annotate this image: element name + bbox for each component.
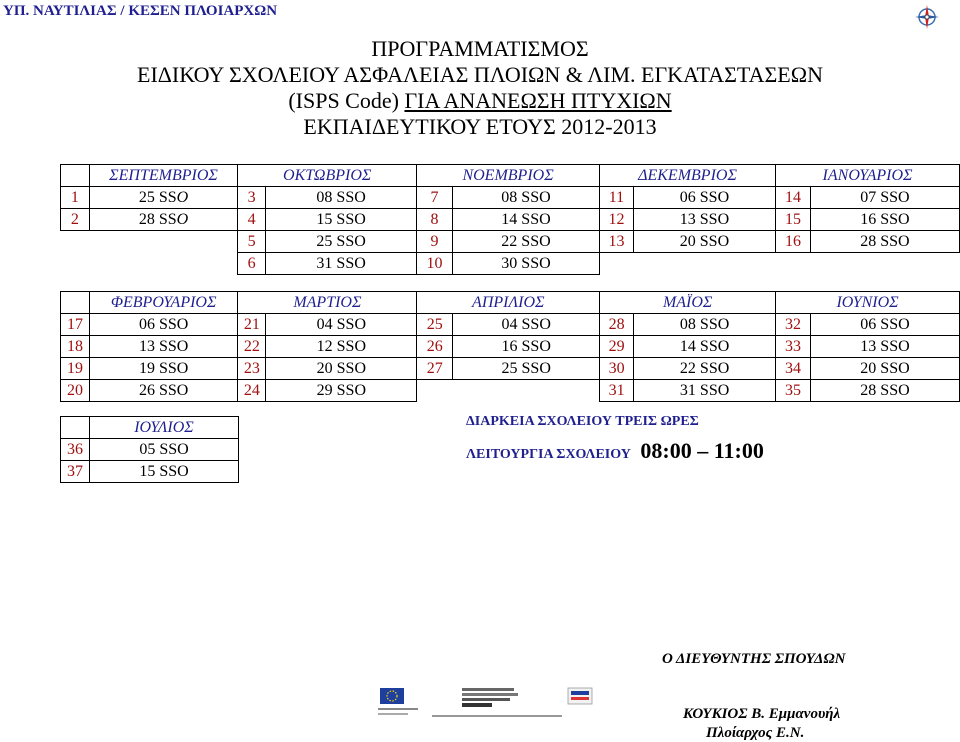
session-code: SSO: [521, 359, 551, 377]
session-date: [634, 314, 776, 336]
session-date: [453, 314, 600, 336]
session-code: SSO: [336, 381, 367, 399]
session-day: 08: [501, 188, 518, 206]
month-header: [238, 292, 417, 314]
session-number: [61, 187, 90, 209]
month-name: ΦΕΒΡΟΥΑΡΙΟΣ: [110, 293, 217, 311]
session-number: [600, 209, 634, 231]
session-day: 04: [316, 315, 333, 333]
session-number: [417, 358, 453, 380]
session-number: [238, 314, 266, 336]
session-number: [600, 336, 634, 358]
session-number: [238, 253, 266, 275]
month-name: ΙΑΝΟΥΑΡΙΟΣ: [822, 166, 913, 184]
school-hours-value: 08:00 – 11:00: [640, 438, 764, 463]
session-number-text: 30: [608, 359, 625, 377]
session-number: [238, 209, 266, 231]
director-title: Ο ΔΙΕΥΘΥΝΤΗΣ ΣΠΟΥΔΩΝ: [662, 651, 846, 667]
month-name: ΟΚΤΩΒΡΙΟΣ: [283, 166, 372, 184]
table-row: [61, 209, 960, 231]
session-day: 25: [138, 188, 155, 206]
session-day: 25: [316, 232, 333, 250]
session-number-text: 19: [66, 359, 83, 377]
session-date: [266, 253, 417, 275]
empty-cell: [810, 253, 959, 275]
session-date: [90, 461, 239, 483]
empty-cell: [600, 253, 634, 275]
session-number: [776, 187, 811, 209]
session-day: 30: [501, 254, 518, 272]
session-number: [600, 380, 634, 402]
session-day: 22: [501, 232, 518, 250]
session-day: 16: [501, 337, 518, 355]
session-day: 13: [860, 337, 877, 355]
session-number-text: 1: [70, 188, 79, 206]
session-number-text: 29: [608, 337, 625, 355]
session-day: 20: [860, 359, 877, 377]
title-line-4: ΕΚΠΑΙΔΕΥΤΙΚΟΥ ΕΤΟΥΣ 2012-2013: [303, 114, 657, 139]
session-day: 28: [860, 232, 877, 250]
session-day: 31: [316, 254, 333, 272]
session-day: 13: [679, 210, 696, 228]
session-date: [633, 231, 775, 253]
session-code: SSO: [336, 232, 366, 250]
session-number: [61, 314, 90, 336]
session-number-text: 27: [426, 359, 443, 377]
session-code: SSO: [158, 359, 189, 377]
table-row: [61, 336, 960, 358]
session-number: [417, 314, 453, 336]
table-row: [61, 380, 960, 402]
session-date: [266, 336, 417, 358]
session-date: [266, 209, 417, 231]
session-number-text: 37: [67, 462, 83, 480]
session-day: 28: [138, 210, 155, 228]
session-code: SSO: [699, 381, 730, 399]
session-number: [238, 358, 266, 380]
session-number: [776, 231, 811, 253]
month-header: [90, 417, 239, 439]
session-number-text: 34: [785, 359, 802, 377]
director-name: ΚΟΥΚΙΟΣ Β. Εμμανουήλ: [683, 706, 841, 722]
session-code: SSO: [880, 315, 910, 333]
session-number-text: 26: [426, 337, 443, 355]
session-number: [61, 439, 90, 461]
session-code: SSO: [699, 232, 730, 250]
session-day: 06: [860, 315, 877, 333]
session-date: [810, 358, 959, 380]
session-number-text: 20: [66, 381, 83, 399]
session-day: 06: [679, 188, 696, 206]
session-number-text: 6: [247, 254, 256, 272]
session-number-text: 9: [430, 232, 439, 250]
session-day: 15: [139, 462, 156, 480]
session-day: 14: [501, 210, 518, 228]
session-code: SSO: [699, 315, 730, 333]
session-number-text: 15: [784, 210, 801, 228]
session-number-text: 14: [784, 188, 801, 206]
session-code: SSO: [521, 232, 551, 250]
session-code: SSO: [699, 337, 730, 355]
session-code: SSO: [521, 337, 551, 355]
session-number-text: 8: [430, 210, 439, 228]
empty-cell: [61, 253, 90, 275]
session-date: [89, 336, 238, 358]
session-number: [776, 314, 811, 336]
session-day: 31: [679, 381, 696, 399]
session-date: [89, 187, 238, 209]
session-number-text: 22: [243, 337, 260, 355]
session-code: SSO: [521, 315, 551, 333]
funding-logos-icon: [378, 686, 594, 720]
session-code: SSO: [336, 359, 367, 377]
session-code: SSO: [336, 188, 366, 206]
month-header: [776, 292, 960, 314]
session-day: 13: [138, 337, 155, 355]
session-day: 14: [679, 337, 696, 355]
session-number: [61, 461, 90, 483]
session-code: SSO: [880, 359, 910, 377]
session-day: 07: [860, 188, 877, 206]
session-day: 26: [138, 381, 155, 399]
empty-cell: [453, 380, 600, 402]
session-day: 25: [501, 359, 518, 377]
session-number: [61, 380, 90, 402]
session-number: [417, 253, 453, 275]
session-date: [90, 439, 239, 461]
session-code: SSO: [158, 315, 189, 333]
session-day: 15: [316, 210, 333, 228]
session-code: SSO: [521, 188, 551, 206]
session-date: [810, 209, 959, 231]
month-header: [417, 292, 600, 314]
school-hours-label: ΛΕΙΤΟΥΡΓΙΑ ΣΧΟΛΕΙΟΥ: [466, 447, 631, 462]
session-date: [89, 209, 238, 231]
empty-cell: [61, 231, 90, 253]
school-duration: ΔΙΑΡΚΕΙΑ ΣΧΟΛΕΙΟΥ ΤΡΕΙΣ ΩΡΕΣ: [466, 414, 699, 429]
empty-cell: [776, 253, 811, 275]
session-date: [89, 358, 238, 380]
month-header: [89, 292, 238, 314]
session-day: 20: [316, 359, 333, 377]
session-day: 20: [679, 232, 696, 250]
session-number: [61, 336, 90, 358]
session-number-text: 4: [247, 210, 256, 228]
session-number: [600, 187, 634, 209]
session-number-text: 12: [608, 210, 625, 228]
session-number-text: 35: [785, 381, 802, 399]
title-line-3: [0, 88, 960, 114]
session-number-text: 32: [785, 315, 802, 333]
session-code: SSO: [699, 188, 730, 206]
session-number: [600, 314, 634, 336]
session-number: [238, 187, 266, 209]
session-date: [810, 314, 959, 336]
session-date: [633, 187, 775, 209]
month-name: ΣΕΠΤΕΜΒΡΙΟΣ: [109, 166, 218, 184]
empty-cell: [633, 253, 775, 275]
session-number-text: 28: [608, 315, 625, 333]
table-row: [61, 314, 960, 336]
compass-logo-icon: [906, 2, 948, 32]
session-number-text: 5: [247, 232, 256, 250]
session-code: SSO: [699, 359, 730, 377]
header-org: ΥΠ. ΝΑΥΤΙΛΙΑΣ / ΚΕΣΕΝ ΠΛΟΙΑΡΧΩΝ: [3, 3, 278, 19]
session-number-text: 16: [784, 232, 801, 250]
session-number-text: 25: [426, 315, 443, 333]
session-number-text: 17: [66, 315, 83, 333]
session-number-text: 10: [426, 254, 443, 272]
month-name: ΔΕΚΕΜΒΡΙΟΣ: [638, 166, 737, 184]
session-date: [266, 380, 417, 402]
session-date: [810, 336, 959, 358]
session-number: [238, 336, 266, 358]
schedule-table-1: [60, 164, 960, 275]
session-code: SSO: [880, 188, 910, 206]
session-date: [634, 358, 776, 380]
month-header-row: [61, 417, 239, 439]
session-date: [453, 336, 600, 358]
session-number: [776, 209, 811, 231]
session-code: SSO: [336, 337, 367, 355]
table-row: [61, 231, 960, 253]
session-number: [600, 358, 634, 380]
session-code: SSO: [159, 462, 189, 480]
session-day: 29: [316, 381, 333, 399]
session-number-text: 3: [247, 188, 256, 206]
school-hours: [466, 438, 764, 464]
session-code: SSO: [880, 232, 910, 250]
session-date: [452, 187, 599, 209]
table-row: [61, 187, 960, 209]
session-date: [452, 253, 599, 275]
session-code: SSO: [336, 210, 366, 228]
corner-cell: [61, 165, 90, 187]
session-date: [453, 358, 600, 380]
session-day: 04: [501, 315, 518, 333]
session-date: [89, 380, 238, 402]
schedule-table-3: [60, 416, 239, 483]
session-day: 05: [139, 440, 156, 458]
month-header: [600, 292, 776, 314]
session-number: [238, 231, 266, 253]
month-name: ΜΑΡΤΙΟΣ: [293, 293, 362, 311]
table-row: [61, 358, 960, 380]
session-date: [633, 209, 775, 231]
session-number-text: 11: [608, 188, 625, 206]
session-number-text: 13: [608, 232, 625, 250]
session-day: 22: [679, 359, 696, 377]
session-number: [417, 231, 453, 253]
empty-cell: [89, 253, 238, 275]
title-line-1: ΠΡΟΓΡΑΜΜΑΤΙΣΜΟΣ: [371, 36, 589, 61]
empty-cell: [417, 380, 453, 402]
month-header-row: [61, 292, 960, 314]
month-header: [417, 165, 600, 187]
session-day: 16: [860, 210, 877, 228]
session-number-text: 33: [785, 337, 802, 355]
session-date: [266, 187, 417, 209]
title-isps: (ISPS Code): [288, 88, 399, 113]
session-number-text: 31: [608, 381, 625, 399]
session-code: SSO: [880, 337, 910, 355]
session-number: [417, 187, 453, 209]
session-number: [417, 209, 453, 231]
session-date: [634, 336, 776, 358]
empty-cell: [89, 231, 238, 253]
month-name: ΙΟΥΛΙΟΣ: [134, 418, 194, 436]
session-date: [634, 380, 776, 402]
session-code: SS: [158, 188, 177, 206]
session-number-text: 18: [66, 337, 83, 355]
session-code-suffix: O: [176, 188, 189, 206]
schedule-table-2: [60, 291, 960, 402]
session-day: 19: [138, 359, 155, 377]
session-code: SSO: [699, 210, 730, 228]
session-day: 28: [860, 381, 877, 399]
session-number: [776, 380, 811, 402]
session-date: [810, 187, 959, 209]
session-number: [238, 380, 266, 402]
title-renewal: ΓΙΑ ΑΝΑΝΕΩΣΗ ΠΤΥΧΙΩΝ: [404, 88, 672, 113]
session-code: SSO: [521, 254, 551, 272]
corner-cell: [61, 417, 90, 439]
month-name: ΑΠΡΙΛΙΟΣ: [472, 293, 545, 311]
session-day: 08: [316, 188, 333, 206]
session-date: [266, 231, 417, 253]
session-number-text: 24: [243, 381, 260, 399]
session-number-text: 36: [67, 440, 83, 458]
session-code: SSO: [521, 210, 551, 228]
session-code: SSO: [880, 210, 910, 228]
month-header: [89, 165, 238, 187]
session-date: [810, 231, 959, 253]
session-number: [61, 358, 90, 380]
month-header-row: [61, 165, 960, 187]
session-code: SSO: [336, 254, 366, 272]
session-code: SSO: [159, 440, 189, 458]
month-name: ΙΟΥΝΙΟΣ: [836, 293, 899, 311]
session-day: 08: [679, 315, 696, 333]
session-number: [61, 209, 90, 231]
session-date: [452, 209, 599, 231]
month-header: [776, 165, 960, 187]
title-line-2: ΕΙΔΙΚΟΥ ΣΧΟΛΕΙΟΥ ΑΣΦΑΛΕΙΑΣ ΠΛΟΙΩΝ & ΛΙΜ. ΕΓΚΑΤΑΣΤΑΣΕΩΝ: [137, 62, 823, 87]
session-date: [810, 380, 959, 402]
session-number-text: 21: [243, 315, 260, 333]
month-header: [238, 165, 417, 187]
session-number-text: 2: [70, 210, 79, 228]
session-code: SSO: [880, 381, 910, 399]
corner-cell: [61, 292, 90, 314]
session-date: [89, 314, 238, 336]
table-row: [61, 253, 960, 275]
session-date: [266, 314, 417, 336]
session-number-text: 7: [430, 188, 439, 206]
month-header: [600, 165, 776, 187]
session-day: 12: [316, 337, 333, 355]
session-code: SSO: [158, 337, 189, 355]
session-number: [600, 231, 634, 253]
session-code: SS: [158, 210, 177, 228]
session-day: 06: [138, 315, 155, 333]
month-name: ΝΟΕΜΒΡΙΟΣ: [462, 166, 554, 184]
session-code: SSO: [336, 315, 367, 333]
session-number-text: 23: [243, 359, 260, 377]
table-row: [61, 439, 239, 461]
session-number: [417, 336, 453, 358]
session-number: [776, 336, 811, 358]
session-date: [452, 231, 599, 253]
session-code: SSO: [158, 381, 189, 399]
session-date: [266, 358, 417, 380]
director-rank: Πλοίαρχος Ε.Ν.: [706, 725, 805, 741]
table-row: [61, 461, 239, 483]
session-code-suffix: O: [176, 210, 189, 228]
month-name: ΜΑΪΟΣ: [662, 293, 713, 311]
session-number: [776, 358, 811, 380]
